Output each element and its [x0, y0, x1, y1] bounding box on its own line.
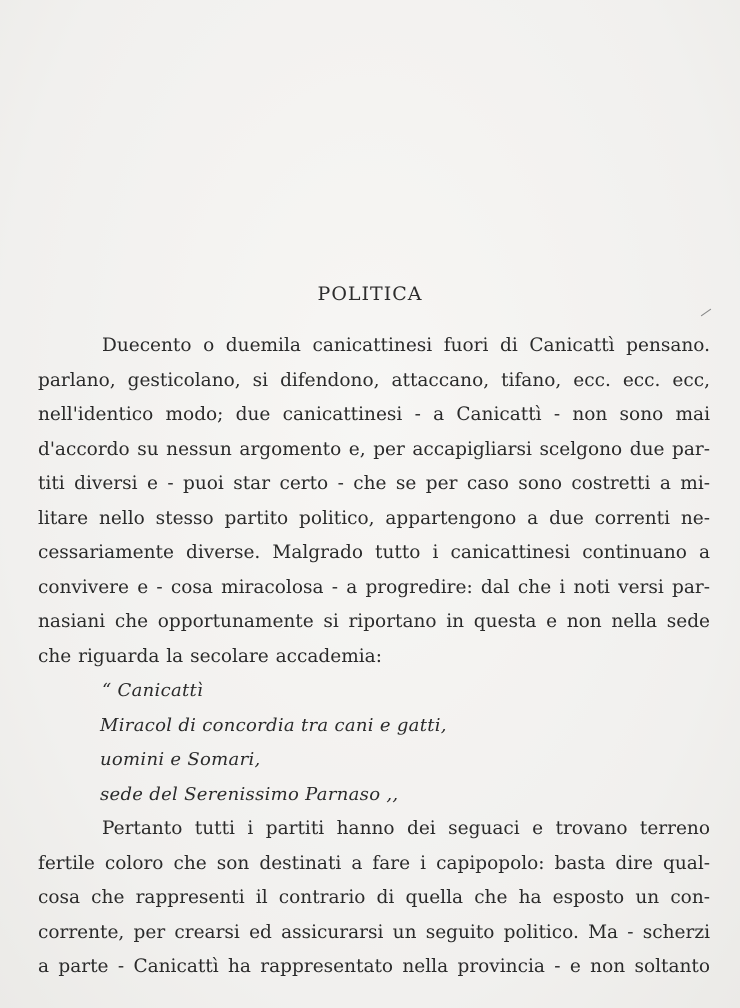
- text-line: nell'identico modo; due canicattinesi - a Canicattì - non sono mai: [38, 404, 710, 425]
- text-line: nasiani che opportunamente si riportano in questa e non nella sede: [38, 611, 710, 632]
- chapter-title: POLITICA: [317, 283, 423, 305]
- text-line: Duecento o duemila canicattinesi fuori di Canicattì pensano.: [102, 335, 710, 356]
- text-line: fertile coloro che son destinati a fare i capipopolo: basta dire qual-: [38, 852, 710, 874]
- verse-line: sede del Serenissimo Parnaso ,,: [100, 783, 399, 805]
- text-line: che riguarda la secolare accademia:: [38, 645, 382, 667]
- text-line: litare nello stesso partito politico, appartengono a due correnti ne-: [38, 507, 710, 529]
- text-line: parlano, gesticolano, si difendono, attaccano, tifano, ecc. ecc. ecc,: [38, 369, 710, 391]
- text-line: cosa che rappresenti il contrario di quella che ha esposto un con-: [38, 887, 710, 908]
- verse-line: Miracol di concordia tra cani e gatti,: [100, 714, 447, 736]
- text-line: titi diversi e - puoi star certo - che se per caso sono costretti a mi-: [38, 473, 710, 494]
- body-text: [38, 329, 710, 985]
- ink-mark: [701, 309, 711, 317]
- verse-line: “ Canicattì: [102, 680, 204, 701]
- text-line: corrente, per crearsi ed assicurarsi un seguito politico. Ma - scherzi: [38, 921, 710, 943]
- text-line: a parte - Canicattì ha rappresentato nella provincia - e non soltanto: [38, 956, 710, 977]
- text-line: convivere e - cosa miracolosa - a progredire: dal che i noti versi par-: [38, 576, 710, 598]
- verse-line: uomini e Somari,: [100, 749, 261, 770]
- text-line: d'accordo su nessun argomento e, per accapigliarsi scelgono due par-: [38, 438, 710, 460]
- text-line: Pertanto tutti i partiti hanno dei seguaci e trovano terreno: [102, 818, 710, 839]
- text-line: cessariamente diverse. Malgrado tutto i canicattinesi continuano a: [38, 542, 710, 563]
